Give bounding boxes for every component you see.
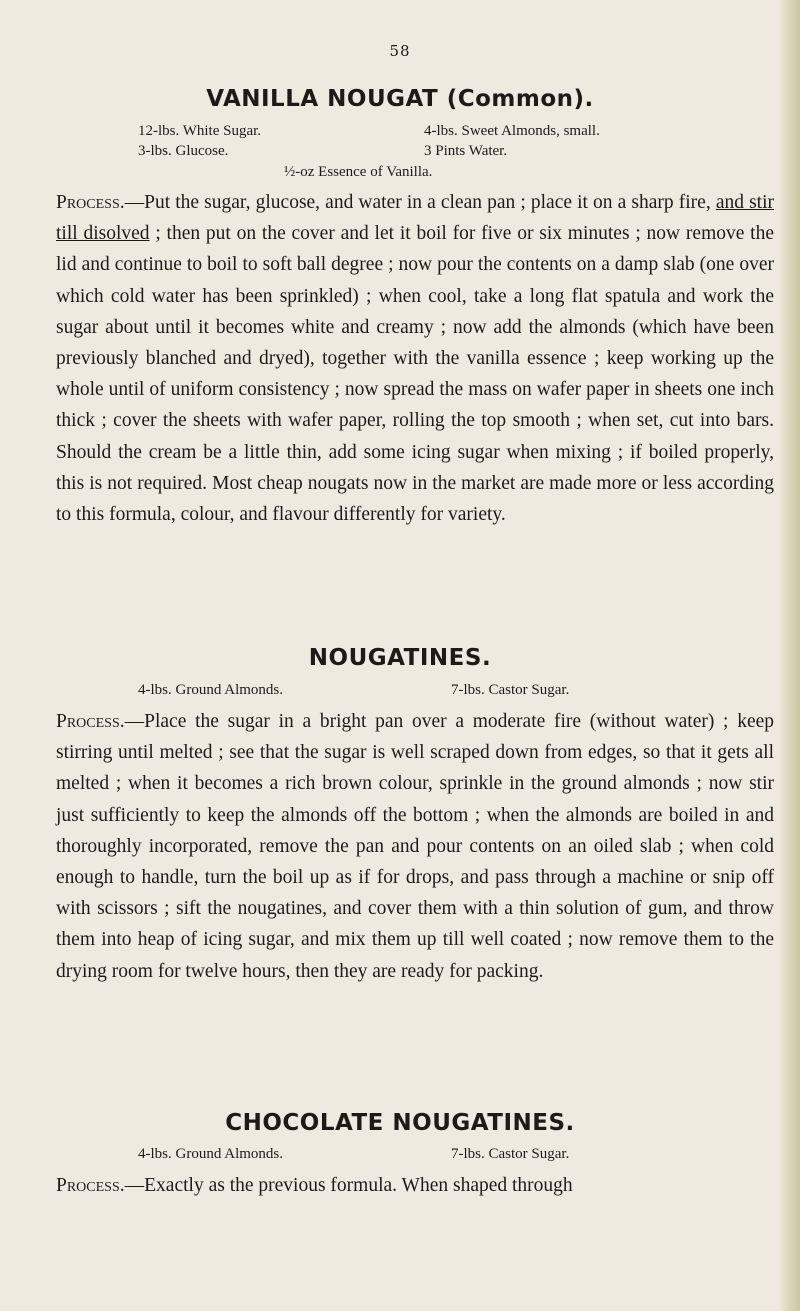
process-text: —Exactly as the previous formula. When shaped through [124,1175,573,1196]
ingredient: 12-lbs. White Sugar. [138,123,262,139]
ingredient: 4-lbs. Ground Almonds. [138,682,284,698]
section-title-vanilla-nougat: VANILLA NOUGAT (Common). [206,86,594,112]
ingredient: 3 Pints Water. [424,143,508,159]
ingredient: 4-lbs. Ground Almonds. [138,1146,284,1162]
ingredient: 3-lbs. Glucose. [138,143,229,159]
process-paragraph [56,187,774,530]
process-paragraph [56,706,774,987]
process-paragraph [56,1170,774,1201]
process-underlined-text: and stir till disolved [56,192,774,245]
process-text: ; then put on the cover and let it boil for five or six minutes ; now remove the lid and continue to boil to soft ball degree ; now pour the contents on a damp slab (one over which cold water has been sprinkled) ; when cool, take a long flat spatula and work the sugar about until it becomes white and creamy ; now add the almonds (which have been previously blanched and dryed), together with the vanilla essence ; keep working up the whole until of uniform consistency ; now spread the mass on wafer paper in sheets one inch thick ; cover the sheets with wafer paper, rolling the top smooth ; when set, cut into bars. Should the cream be a little thin, add some icing sugar when mixing ; if boiled properly, this is not required. Most cheap nougats now in the market are made more or less according to this formula, colour, and flavour differently for variety. [56,223,774,526]
process-text: —Put the sugar, glucose, and water in a clean pan ; place it on a sharp fire, [124,192,716,213]
ingredient: 4-lbs. Sweet Almonds, small. [424,123,600,139]
process-text: —Place the sugar in a bright pan over a moderate fire (without water) ; keep stirring until melted ; see that the sugar is well scraped down from edges, so that it gets all melted ; when it becomes a rich brown colour, sprinkle in the ground almonds ; now stir just sufficiently to keep the almonds off the bottom ; when the almonds are boiled in and thoroughly incorporated, remove the pan and pour contents on an oiled slab ; when cold enough to handle, turn the boil up as if for drops, and pass through a machine or snip off with scissors ; sift the nougatines, and cover them with a thin solution of gum, and throw them into heap of icing sugar, and mix them up till well coated ; now remove them to the drying room for twelve hours, then they are ready for packing. [56,711,774,982]
process-label: Process. [56,192,125,213]
ingredient: ½-oz Essence of Vanilla. [284,164,433,180]
section-title-nougatines: NOUGATINES. [308,645,492,671]
section-title-chocolate-nougatines: CHOCOLATE NOUGATINES. [225,1110,575,1136]
process-label: Process. [56,711,125,732]
ingredient: 7-lbs. Castor Sugar. [451,1146,570,1162]
ingredient: 7-lbs. Castor Sugar. [451,682,570,698]
process-label: Process. [56,1175,125,1196]
page-number: 58 [389,42,411,60]
